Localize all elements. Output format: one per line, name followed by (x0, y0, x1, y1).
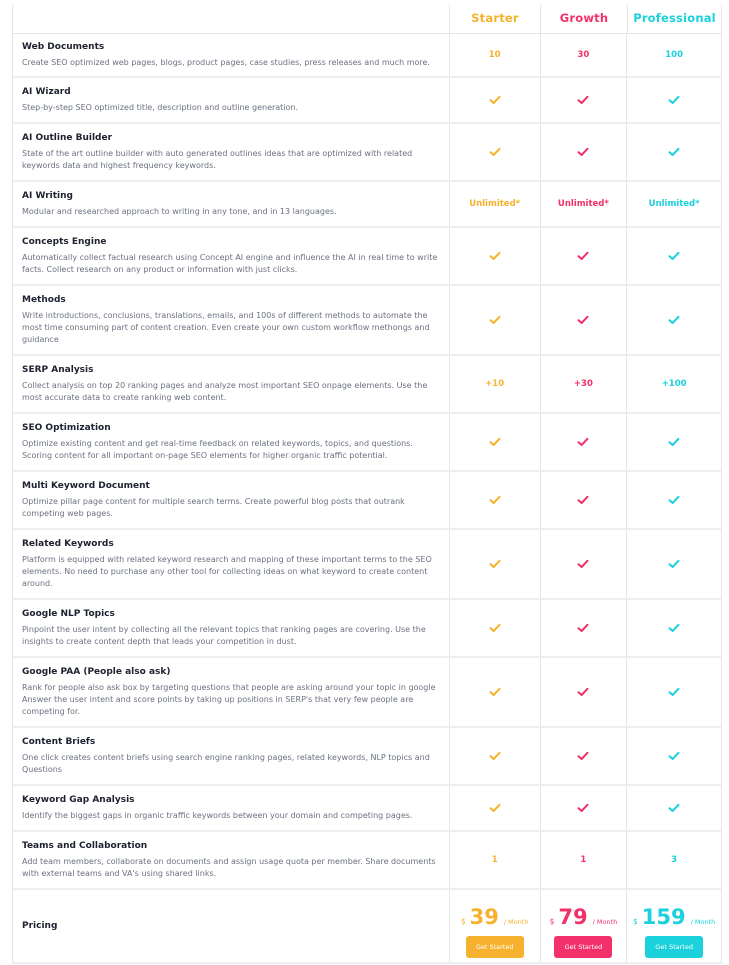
plan-cell-growth (540, 786, 627, 830)
feature-row (12, 34, 722, 78)
plan-cell-growth (540, 182, 627, 226)
feature-row (12, 832, 722, 890)
feature-cell (13, 34, 449, 76)
plan-cell-professional (626, 356, 721, 412)
check-icon (489, 495, 501, 505)
check-icon (577, 751, 589, 761)
plan-cell-professional (626, 124, 721, 180)
check-icon (489, 147, 501, 157)
check-icon (577, 803, 589, 813)
feature-value: Unlimited* (469, 199, 521, 209)
check-icon (668, 251, 680, 261)
plan-cell-growth (540, 286, 627, 354)
feature-title: Methods (22, 295, 66, 305)
plan-cell-professional (626, 228, 721, 284)
feature-title: Keyword Gap Analysis (22, 795, 135, 805)
feature-cell (13, 228, 449, 284)
plan-cell-starter (449, 34, 540, 76)
check-icon (668, 95, 680, 105)
plan-cell-professional (626, 78, 721, 122)
plan-cell-starter (449, 530, 540, 598)
price-amount-growth: 79 (558, 904, 588, 929)
price-cell-growth (540, 890, 627, 962)
feature-cell (13, 472, 449, 528)
plan-cell-starter (449, 472, 540, 528)
check-icon (668, 623, 680, 633)
plan-cell-growth (540, 728, 627, 784)
plan-cell-professional (626, 472, 721, 528)
feature-row (12, 600, 722, 658)
feature-value: 10 (488, 50, 501, 60)
check-icon (577, 495, 589, 505)
plan-cell-professional (626, 34, 721, 76)
currency-symbol: $ (549, 916, 555, 926)
plan-cell-professional (626, 530, 721, 598)
plan-cell-professional (626, 786, 721, 830)
plan-cell-starter (449, 228, 540, 284)
check-icon (489, 803, 501, 813)
check-icon (489, 687, 501, 697)
feature-description: Identify the biggest gaps in organic traffic keywords between your domain and competing pages. (22, 811, 413, 820)
feature-title: Google PAA (People also ask) (22, 667, 171, 677)
plan-name-growth: Growth (559, 11, 609, 25)
check-icon (577, 95, 589, 105)
plan-cell-professional (626, 658, 721, 726)
plan-cell-growth (540, 600, 627, 656)
price-growth (550, 905, 618, 929)
plan-header-row (12, 5, 722, 34)
get-started-starter-button[interactable]: Get Started (466, 936, 524, 958)
plan-cell-professional (626, 286, 721, 354)
plan-cell-growth (540, 356, 627, 412)
feature-row (12, 658, 722, 728)
feature-cell (13, 124, 449, 180)
feature-cell (13, 530, 449, 598)
price-amount-starter: 39 (469, 904, 499, 929)
check-icon (489, 437, 501, 447)
feature-title: SEO Optimization (22, 423, 111, 433)
check-icon (668, 315, 680, 325)
feature-value: +100 (661, 379, 687, 389)
plan-cell-professional (626, 832, 721, 888)
feature-title: Google NLP Topics (22, 609, 115, 619)
feature-value: 30 (577, 50, 590, 60)
feature-description: One click creates content briefs using search engine ranking pages, related keywords, NLP topics and Questions (22, 753, 430, 774)
plan-name-professional: Professional (633, 11, 716, 25)
check-icon (577, 147, 589, 157)
header-feature-cell (12, 5, 449, 33)
feature-cell (13, 600, 449, 656)
pricing-label-cell (13, 890, 449, 962)
feature-value: 1 (491, 855, 498, 865)
feature-description: Create SEO optimized web pages, blogs, product pages, case studies, press releases and much more. (22, 58, 430, 67)
feature-title: AI Writing (22, 191, 73, 201)
plan-cell-starter (449, 600, 540, 656)
feature-value: 100 (665, 50, 683, 60)
feature-cell (13, 728, 449, 784)
feature-row (12, 530, 722, 600)
check-icon (489, 751, 501, 761)
check-icon (668, 495, 680, 505)
plan-cell-professional (626, 414, 721, 470)
feature-row (12, 356, 722, 414)
feature-cell (13, 786, 449, 830)
plan-header-growth (540, 5, 627, 33)
feature-description: Add team members, collaborate on documents and assign usage quota per member. Share documents with external teams and VA's using shared links. (22, 857, 436, 878)
plan-cell-professional (626, 728, 721, 784)
plan-cell-starter (449, 786, 540, 830)
feature-description: Collect analysis on top 20 ranking pages and analyze most important SEO onpage elements. Use the most accurate data to create ranking web content. (22, 381, 428, 402)
currency-symbol: $ (460, 916, 466, 926)
feature-description: Rank for people also ask box by targeting questions that people are asking around your topic in google Answer the user intent and score points by taking up positions in SERP's that very few people are competing for. (22, 683, 436, 716)
plan-cell-growth (540, 832, 627, 888)
feature-description: Platform is equipped with related keyword research and mapping of these important terms to the SEO elements. No need to purchase any other tool for collecting ideas on what keyword to create content around. (22, 555, 432, 588)
check-icon (489, 315, 501, 325)
feature-row (12, 124, 722, 182)
check-icon (668, 559, 680, 569)
plan-name-starter: Starter (471, 11, 519, 25)
feature-value: Unlimited* (648, 199, 700, 209)
feature-value: 1 (580, 855, 587, 865)
price-period: / Month (690, 917, 716, 926)
get-started-growth-button[interactable]: Get Started (554, 936, 612, 958)
feature-title: SERP Analysis (22, 365, 94, 375)
feature-value: +30 (573, 379, 593, 389)
check-icon (577, 623, 589, 633)
plan-cell-professional (626, 600, 721, 656)
get-started-professional-button[interactable]: Get Started (645, 936, 703, 958)
plan-cell-starter (449, 124, 540, 180)
plan-cell-growth (540, 34, 627, 76)
price-cell-professional (626, 890, 721, 962)
feature-row (12, 182, 722, 228)
check-icon (668, 147, 680, 157)
plan-cell-growth (540, 414, 627, 470)
feature-value: 3 (671, 855, 678, 865)
price-period: / Month (503, 917, 529, 926)
plan-cell-growth (540, 78, 627, 122)
check-icon (577, 315, 589, 325)
feature-cell (13, 182, 449, 226)
check-icon (489, 559, 501, 569)
feature-description: Pinpoint the user intent by collecting all the relevant topics that ranking pages are covering. Use the insights to create content depth that leads your competition in dust. (22, 625, 426, 646)
feature-cell (13, 414, 449, 470)
feature-description: Optimize pillar page content for multiple search terms. Create powerful blog posts that outrank competing web pages. (22, 497, 405, 518)
check-icon (668, 687, 680, 697)
feature-cell (13, 78, 449, 122)
plan-header-starter (449, 5, 540, 33)
price-amount-professional: 159 (641, 904, 686, 929)
feature-description: Write introductions, conclusions, translations, emails, and 100s of different methods to automate the most time consuming part of content creation. Even create your own custom workflow methongs and guidance (22, 311, 430, 344)
feature-row (12, 286, 722, 356)
plan-cell-growth (540, 530, 627, 598)
feature-title: AI Outline Builder (22, 133, 113, 143)
check-icon (577, 687, 589, 697)
plan-cell-starter (449, 414, 540, 470)
plan-header-professional (627, 5, 722, 33)
feature-description: Modular and researched approach to writing in any tone, and in 13 languages. (22, 207, 337, 216)
plan-cell-growth (540, 124, 627, 180)
feature-cell (13, 286, 449, 354)
feature-rows (12, 34, 722, 890)
feature-title: Content Briefs (22, 737, 96, 747)
check-icon (577, 251, 589, 261)
feature-title: Multi Keyword Document (22, 481, 150, 491)
feature-cell (13, 658, 449, 726)
check-icon (577, 559, 589, 569)
check-icon (577, 437, 589, 447)
check-icon (489, 623, 501, 633)
plan-cell-starter (449, 78, 540, 122)
plan-cell-starter (449, 658, 540, 726)
feature-title: Related Keywords (22, 539, 114, 549)
feature-value: +10 (485, 379, 505, 389)
feature-row (12, 472, 722, 530)
feature-row (12, 228, 722, 286)
feature-row (12, 78, 722, 124)
check-icon (489, 251, 501, 261)
feature-cell (13, 356, 449, 412)
plan-cell-starter (449, 728, 540, 784)
check-icon (668, 437, 680, 447)
pricing-row (12, 890, 722, 964)
feature-title: Teams and Collaboration (22, 841, 148, 851)
feature-description: Automatically collect factual research using Concept AI engine and influence the AI in real time to write facts. Collect research on any product or information with just clicks. (22, 253, 438, 274)
plan-cell-starter (449, 286, 540, 354)
plan-cell-growth (540, 658, 627, 726)
feature-value: Unlimited* (557, 199, 609, 209)
plan-cell-professional (626, 182, 721, 226)
price-professional (633, 905, 715, 929)
pricing-label: Pricing (22, 921, 58, 931)
plan-cell-starter (449, 182, 540, 226)
plan-cell-growth (540, 472, 627, 528)
plan-cell-starter (449, 356, 540, 412)
currency-symbol: $ (633, 916, 638, 926)
feature-title: Concepts Engine (22, 237, 107, 247)
feature-row (12, 786, 722, 832)
feature-cell (13, 832, 449, 888)
check-icon (668, 803, 680, 813)
check-icon (668, 751, 680, 761)
feature-row (12, 414, 722, 472)
price-cell-starter (449, 890, 540, 962)
plan-cell-starter (449, 832, 540, 888)
feature-title: Web Documents (22, 42, 105, 52)
pricing-comparison-table (12, 5, 722, 964)
feature-row (12, 728, 722, 786)
price-period: / Month (592, 917, 618, 926)
feature-title: AI Wizard (22, 87, 71, 97)
feature-description: Optimize existing content and get real-time feedback on related keywords, topics, and questions. Scoring content for all important on-page SEO elements for higher organic traffic potential. (22, 439, 413, 460)
feature-description: State of the art outline builder with auto generated outlines ideas that are optimized with related keywords data and highest frequency keywords. (22, 149, 413, 170)
feature-description: Step-by-step SEO optimized title, description and outline generation. (22, 103, 299, 112)
plan-cell-growth (540, 228, 627, 284)
price-starter (461, 905, 529, 929)
check-icon (489, 95, 501, 105)
